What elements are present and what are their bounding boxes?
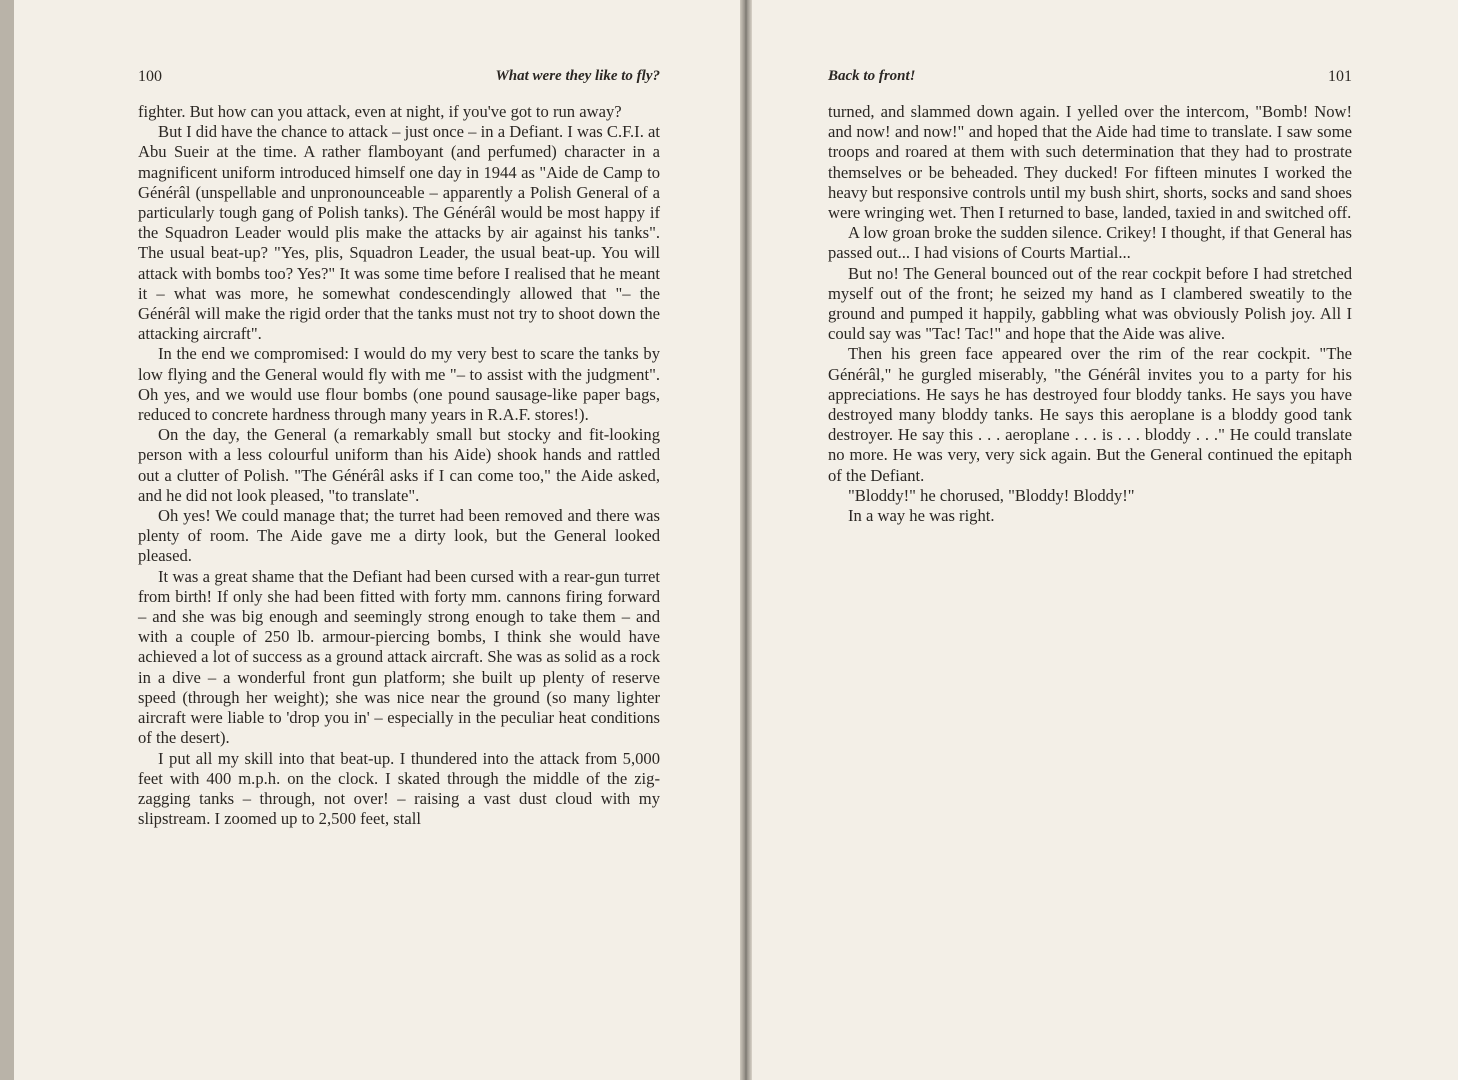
left-page-body [138, 102, 660, 829]
paragraph: In a way he was right. [848, 506, 995, 526]
paragraph: I put all my skill into that beat-up. I thundered into the attack from 5,000 feet with 400 m.p.h. on the clock. I skated through the middle of the zig-zagging tanks – through, not over! – raising a vast dust cloud with my slipstream. I zoomed up to 2,500 feet, stall [138, 748, 660, 829]
paragraph: fighter. But how can you attack, even at night, if you've got to run away? [138, 102, 622, 121]
right-page [752, 0, 1458, 1080]
paragraph: But I did have the chance to attack – just once – in a Defiant. I was C.F.I. at Abu Sueir at the time. A rather flamboyant (and perfumed) character in a magnificent uniform introduced himself one day in 1944 as "Aide de Camp to Générâl (unspellable and unpronounceable – apparently a Polish General of a particularly tough gang of Polish tanks). The Générâl would be most happy if the Squadron Leader would plis make the attacks by air against his tanks". The usual beat-up? "Yes, plis, Squadron Leader, the usual beat-up. You will attack with bombs too? Yes?" It was some time before I realised that he meant it – what was more, he somewhat condescendingly allowed that "– the Générâl will make the rigid order that the tanks must not try to shoot down the attacking aircraft". [138, 122, 660, 344]
paragraph: But no! The General bounced out of the rear cockpit before I had stretched myself out of the front; he seized my hand as I clambered sweatily to the ground and pumped it happily, gabbling what was obviously Polish joy. All I could say was "Tac! Tac!" and hope that the Aide was alive. [828, 263, 1352, 344]
paragraph: Oh yes! We could manage that; the turret had been removed and there was plenty of room. The Aide gave me a dirty look, but the General looked pleased. [138, 506, 660, 566]
paragraph: In the end we compromised: I would do my very best to scare the tanks by low flying and the General would fly with me "– to assist with the judgment". Oh yes, and we would use flour bombs (one pound sausage-like paper bags, reduced to concrete hardness through many years in R.A.F. stores!). [138, 344, 660, 425]
paragraph: A low groan broke the sudden silence. Crikey! I thought, if that General has passed out... I had visions of Courts Martial... [828, 223, 1352, 263]
right-page-number: 101 [1328, 68, 1352, 85]
left-running-head: What were they like to fly? [495, 68, 660, 84]
paragraph: turned, and slammed down again. I yelled over the intercom, "Bomb! Now! and now! and now!" and hoped that the Aide had time to translate. I saw some troops and roared at them with such determination that they had to prostrate themselves or be beheaded. They ducked! For fifteen minutes I worked the heavy but responsive controls until my bush shirt, shorts, socks and sand shoes were wringing wet. Then I returned to base, landed, taxied in and switched off. [828, 102, 1352, 223]
paragraph: Then his green face appeared over the rim of the rear cockpit. "The Générâl," he gurgled miserably, "the Générâl invites you to a party for his appreciations. He says he has destroyed four bloddy tanks. He says you have destroyed many bloddy tanks. He says this aeroplane is a bloddy good tank destroyer. He say this . . . aeroplane . . . is . . . bloddy . . ." He could translate no more. He was very, very sick again. But the General continued the epitaph of the Defiant. [828, 344, 1352, 485]
left-page-header [138, 68, 660, 90]
paragraph: It was a great shame that the Defiant had been cursed with a rear-gun turret from birth! If only she had been fitted with forty mm. cannons firing forward – and she was big enough and seemingly strong enough to take them – and with a couple of 250 lb. armour-piercing bombs, I think she would have achieved a lot of success as a ground attack aircraft. She was as solid as a rock in a dive – a wonderful front gun platform; she built up plenty of reserve speed (through her weight); she was nice near the ground (so many lighter aircraft were liable to 'drop you in' – especially in the peculiar heat conditions of the desert). [138, 566, 660, 748]
right-page-body [828, 102, 1352, 526]
paragraph: On the day, the General (a remarkably small but stocky and fit-looking person with a less colourful uniform than his Aide) shook hands and rattled out a clutter of Polish. "The Générâl asks if I can come too," the Aide asked, and he did not look pleased, "to translate". [138, 425, 660, 505]
right-running-head: Back to front! [828, 68, 916, 84]
paragraph: "Bloddy!" he chorused, "Bloddy! Bloddy!" [848, 485, 1135, 505]
book-gutter [740, 0, 752, 1080]
left-page-number: 100 [138, 68, 162, 85]
right-page-header [828, 68, 1352, 90]
